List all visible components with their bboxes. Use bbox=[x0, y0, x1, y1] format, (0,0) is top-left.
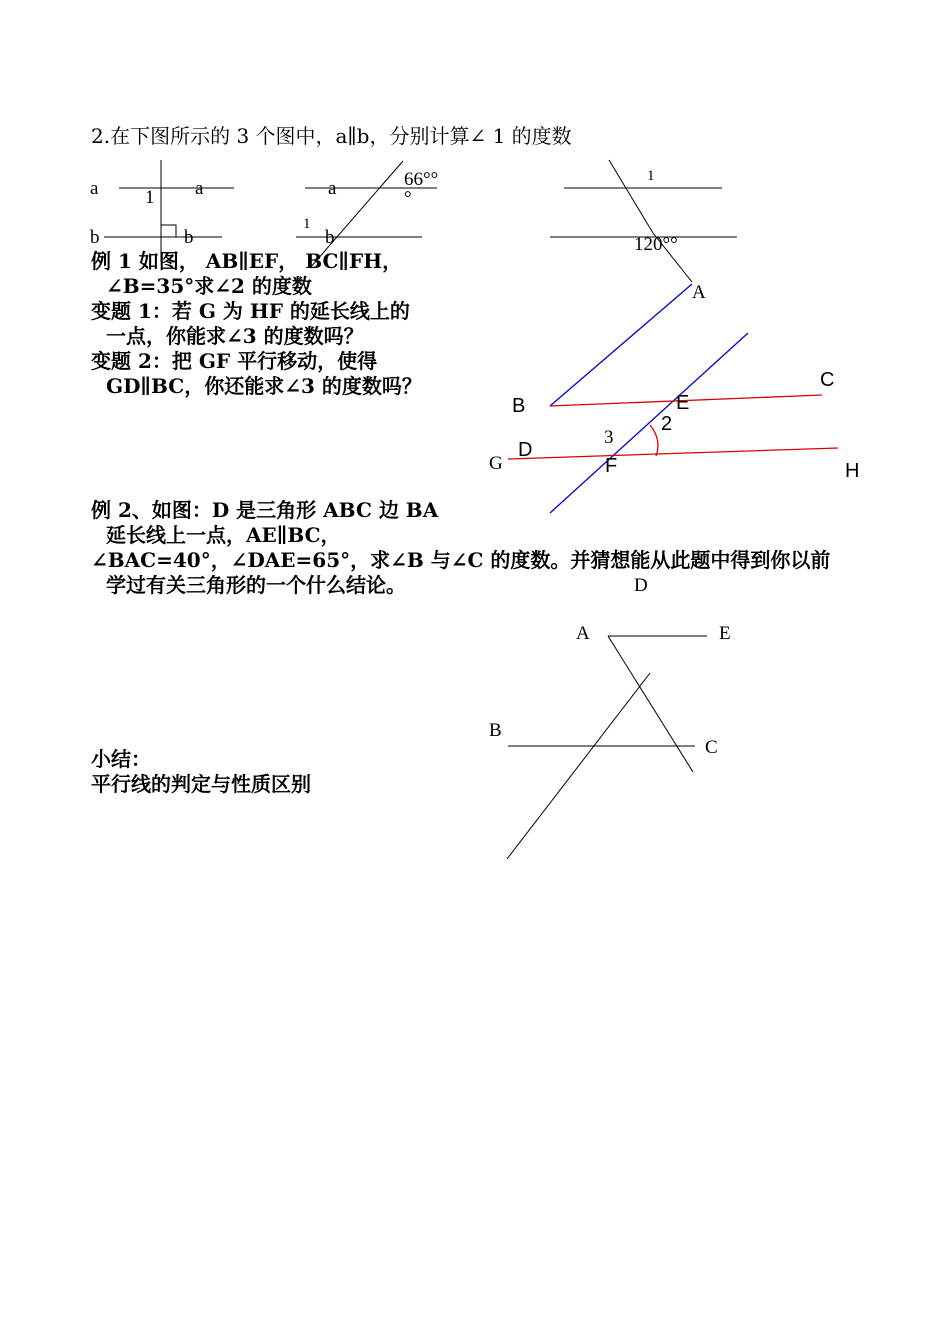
example-2-line-1: 例 2、如图：D 是三角形 ABC 边 BA bbox=[91, 498, 439, 522]
fig1-angle-1: 1 bbox=[145, 187, 155, 208]
point-g-label: G bbox=[489, 453, 503, 474]
point-d-label: D bbox=[634, 575, 648, 596]
point-e-label: E bbox=[676, 392, 690, 414]
fig1-label-b-left: b bbox=[90, 227, 100, 248]
fig3-angle-120: 120°° bbox=[634, 234, 678, 255]
angle-3-label: 3 bbox=[604, 427, 614, 448]
fig1-label-b-right: b bbox=[184, 227, 194, 248]
point-a-label: A bbox=[576, 623, 590, 644]
fig1-label-a-left: a bbox=[90, 178, 99, 199]
line-db bbox=[507, 673, 650, 859]
point-b-label: B bbox=[512, 395, 526, 417]
fig2-transversal bbox=[310, 161, 403, 268]
example-1-line-2: ∠B=35°求∠2 的度数 bbox=[106, 274, 312, 298]
summary-title: 小结： bbox=[91, 747, 151, 771]
example-2-line-4: 学过有关三角形的一个什么结论。 bbox=[106, 573, 406, 597]
example-1-figure bbox=[489, 282, 859, 513]
fig2-label-a: a bbox=[328, 178, 337, 199]
example-2-figure bbox=[489, 575, 731, 859]
variant-2-line-1: 变题 2：把 GF 平行移动，使得 bbox=[91, 349, 378, 373]
fig2-label-b: b bbox=[325, 227, 335, 248]
fig1-right-angle-mark bbox=[161, 225, 176, 237]
summary-text: 平行线的判定与性质区别 bbox=[91, 772, 311, 796]
figure-2 bbox=[296, 161, 438, 268]
figure-1 bbox=[90, 160, 234, 262]
line-gh bbox=[508, 448, 838, 459]
point-d-label: D bbox=[518, 439, 533, 461]
variant-1-line-2: 一点，你能求∠3 的度数吗？ bbox=[106, 324, 364, 348]
angle-2-label: 2 bbox=[661, 413, 673, 435]
point-e-label: E bbox=[719, 623, 731, 644]
example-2-line-3: ∠BAC=40°，∠DAE=65°，求∠B 与∠C 的度数。并猜想能从此题中得到你以前 bbox=[91, 548, 831, 572]
variant-2-line-2: GD∥BC，你还能求∠3 的度数吗？ bbox=[106, 374, 422, 398]
point-a-label: A bbox=[692, 282, 706, 303]
fig3-angle-1: 1 bbox=[647, 168, 655, 184]
fig1-label-a-right: a bbox=[195, 178, 204, 199]
fig2-angle-66-degree: ° bbox=[404, 188, 412, 209]
example-1-line-1: 例 1 如图， AB∥EF， BC∥FH， bbox=[91, 249, 403, 273]
line-ab bbox=[550, 284, 692, 406]
exercise-2-title: 2.在下图所示的 3 个图中，a∥b，分别计算∠ 1 的度数 bbox=[91, 124, 572, 148]
angle-2-arc bbox=[650, 425, 658, 456]
line-ac bbox=[608, 636, 693, 772]
point-f-label: F bbox=[605, 455, 618, 477]
point-b-label: B bbox=[489, 720, 502, 741]
point-c-label: C bbox=[705, 737, 718, 758]
line-ef bbox=[550, 333, 748, 513]
example-2-line-2: 延长线上一点，AE∥BC， bbox=[106, 523, 341, 547]
variant-1-line-1: 变题 1：若 G 为 HF 的延长线上的 bbox=[91, 299, 410, 323]
figure-3 bbox=[550, 160, 737, 282]
point-h-label: H bbox=[845, 460, 860, 482]
fig2-angle-66: 66°° bbox=[404, 169, 439, 190]
point-c-label: C bbox=[820, 369, 835, 391]
fig2-angle-1: 1 bbox=[303, 216, 311, 232]
